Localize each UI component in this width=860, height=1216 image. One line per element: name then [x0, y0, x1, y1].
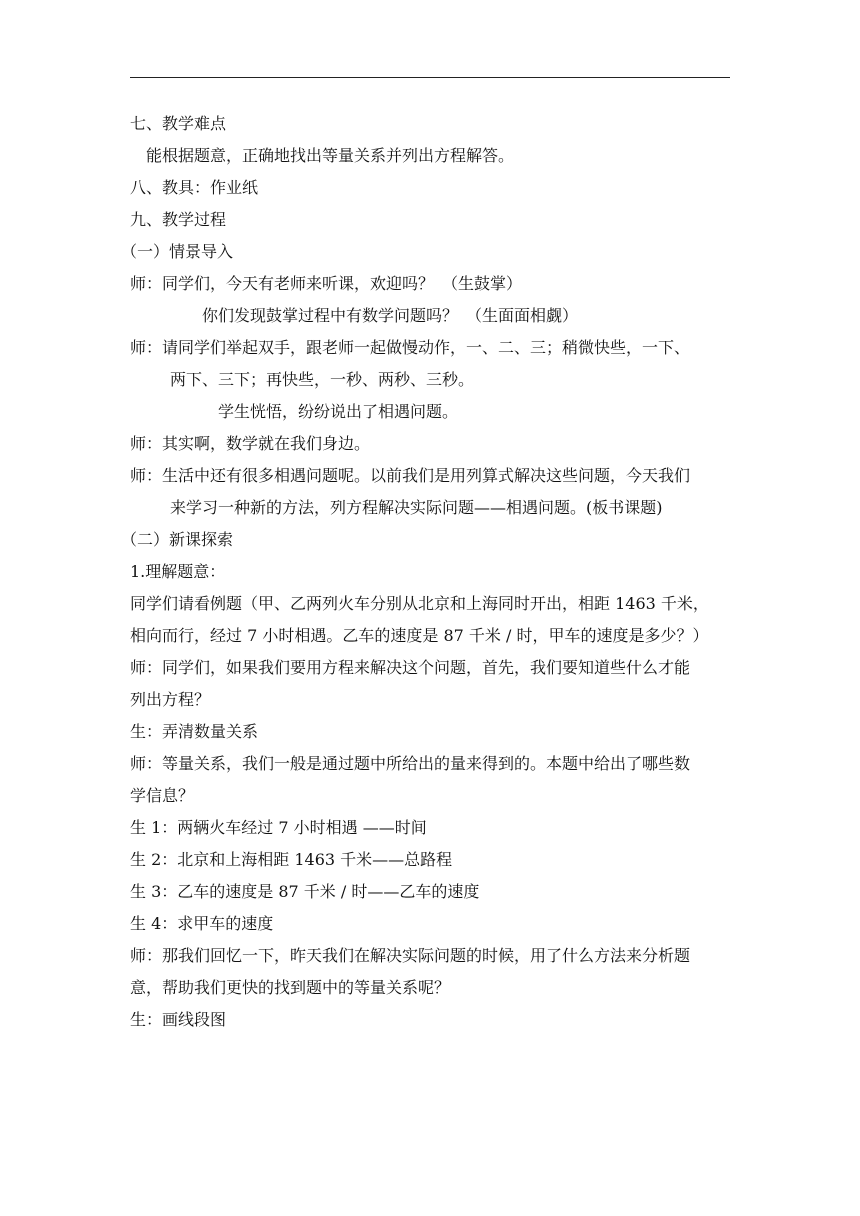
- subsection-heading-explore: （二）新课探索: [121, 530, 234, 549]
- dialogue-line: 师：同学们，今天有老师来听课，欢迎吗？ （生鼓掌）: [130, 274, 523, 293]
- dialogue-line: 两下、三下；再快些，一秒、两秒、三秒。: [170, 370, 475, 389]
- step-heading: 1.理解题意：: [130, 562, 226, 581]
- document-body: [121, 108, 740, 1036]
- section-heading-process: 九、教学过程: [130, 210, 227, 229]
- section-heading-difficulty: 七、教学难点: [130, 114, 227, 133]
- dialogue-line: 师：同学们，如果我们要用方程来解决这个问题，首先，我们要知道些什么才能: [130, 658, 691, 677]
- dialogue-line: 师：其实啊，数学就在我们身边。: [130, 434, 371, 453]
- dialogue-line: 师：等量关系，我们一般是通过题中所给出的量来得到的。本题中给出了哪些数: [130, 754, 691, 773]
- paragraph-line: 能根据题意，正确地找出等量关系并列出方程解答。: [146, 146, 515, 165]
- dialogue-line: 学信息？: [130, 786, 195, 805]
- section-heading-tools: 八、教具：作业纸: [130, 178, 259, 197]
- dialogue-line: 生 3：乙车的速度是 87 千米 / 时——乙车的速度: [130, 882, 480, 901]
- dialogue-line: 师：那我们回忆一下，昨天我们在解决实际问题的时候，用了什么方法来分析题: [130, 946, 691, 965]
- subsection-heading-intro: （一）情景导入: [121, 242, 234, 261]
- dialogue-line: 列出方程？: [130, 690, 211, 709]
- paragraph-line: 相向而行，经过 7 小时相遇。乙车的速度是 87 千米 / 时，甲车的速度是多少？）: [130, 626, 709, 645]
- dialogue-line: 你们发现鼓掌过程中有数学问题吗？ （生面面相觑）: [202, 306, 579, 325]
- dialogue-line: 师：请同学们举起双手，跟老师一起做慢动作，一、二、三；稍微快些，一下、: [130, 338, 691, 357]
- dialogue-line: 生：画线段图: [130, 1010, 227, 1029]
- dialogue-line: 师：生活中还有很多相遇问题呢。以前我们是用列算式解决这些问题，今天我们: [130, 466, 691, 485]
- dialogue-line: 生 2：北京和上海相距 1463 千米——总路程: [130, 850, 453, 869]
- dialogue-line: 生 4：求甲车的速度: [130, 914, 274, 933]
- dialogue-line: 意，帮助我们更快的找到题中的等量关系呢？: [130, 978, 451, 997]
- dialogue-line: 生 1：两辆火车经过 7 小时相遇 ——时间: [130, 818, 427, 837]
- paragraph-line: 同学们请看例题（甲、乙两列火车分别从北京和上海同时开出，相距 1463 千米，: [130, 594, 709, 613]
- dialogue-line: 学生恍悟，纷纷说出了相遇问题。: [218, 402, 459, 421]
- dialogue-line: 生：弄清数量关系: [130, 722, 259, 741]
- header-rule: [130, 77, 730, 78]
- dialogue-line: 来学习一种新的方法，列方程解决实际问题——相遇问题。(板书课题): [170, 498, 663, 517]
